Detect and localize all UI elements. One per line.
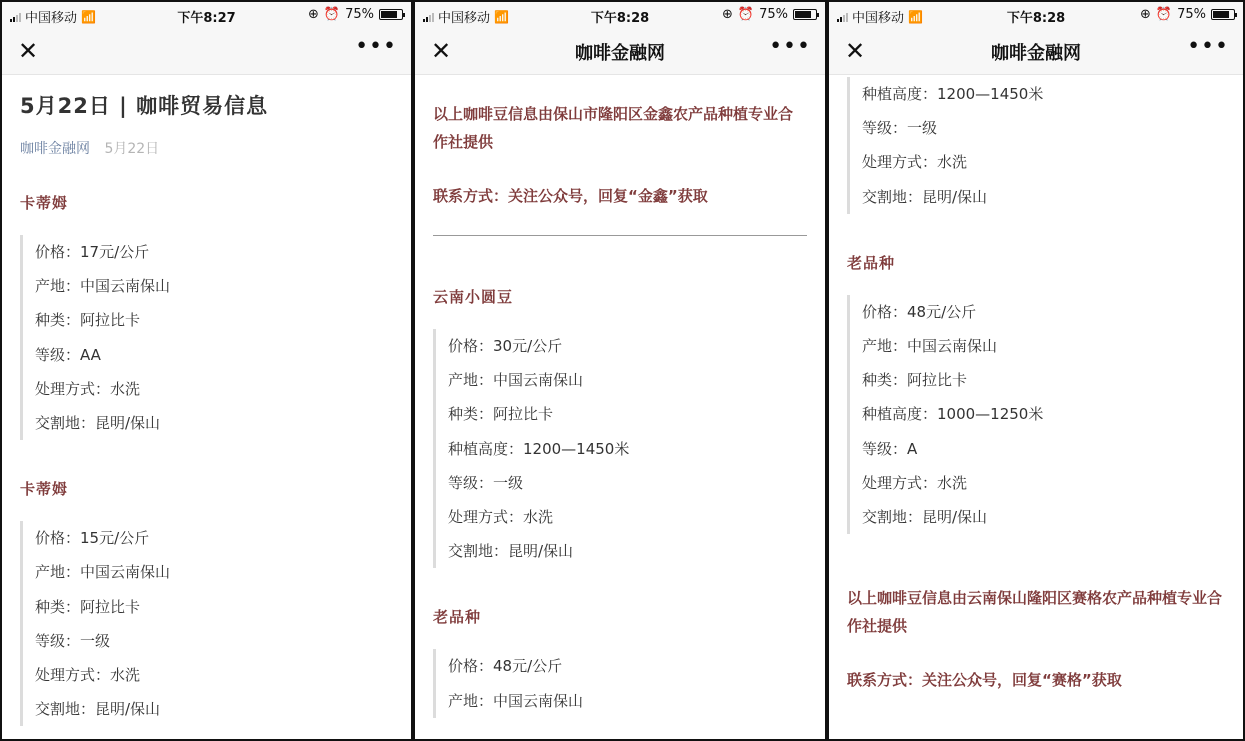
info-line: 交割地：昆明/保山: [448, 542, 574, 561]
battery-icon: [793, 9, 817, 20]
orientation-lock-icon: ⊕: [308, 7, 319, 22]
alarm-icon: ⏰: [737, 7, 755, 22]
status-bar: [415, 2, 825, 28]
info-line: 产地：中国云南保山: [35, 277, 171, 296]
close-icon[interactable]: ✕: [845, 37, 866, 65]
article-title: 5月22日 | 咖啡贸易信息: [20, 94, 269, 118]
source-note: 以上咖啡豆信息由云南保山隆阳区赛格农产品种植专业合作社提供: [847, 589, 1223, 636]
alarm-icon: ⏰: [323, 7, 341, 22]
status-time: 下午8:28: [1006, 11, 1066, 26]
status-time: 下午8:28: [590, 11, 650, 26]
close-icon[interactable]: ✕: [431, 37, 452, 65]
info-line: 产地：中国云南保山: [448, 691, 584, 710]
orientation-lock-icon: ⊕: [1140, 7, 1151, 22]
carrier-label: 中国移动: [25, 11, 78, 26]
info-block: [847, 295, 1225, 534]
nav-title: 咖啡金融网: [575, 43, 665, 64]
status-bar: [829, 2, 1243, 28]
phone-screen-2: [413, 0, 827, 741]
carrier-label: 中国移动: [438, 11, 491, 26]
nav-title: 咖啡金融网: [991, 43, 1081, 64]
info-block: [847, 77, 1225, 214]
article-content[interactable]: [415, 74, 825, 739]
wifi-icon: 📶: [908, 9, 923, 24]
phone-screen-1: [0, 0, 413, 741]
info-line: 产地：中国云南保山: [448, 371, 584, 390]
info-line: 处理方式：水洗: [35, 379, 141, 398]
publish-date: 5月22日: [104, 141, 160, 157]
more-icon[interactable]: •••: [355, 34, 397, 59]
info-line: 价格：17元/公斤: [35, 243, 150, 261]
info-line: 价格：48元/公斤: [862, 302, 977, 321]
source-note: 以上咖啡豆信息由保山市隆阳区金鑫农产品种植专业合作社提供: [433, 105, 794, 151]
info-line: 处理方式：水洗: [862, 473, 968, 492]
battery-label: 75%: [759, 7, 788, 22]
info-line: 处理方式：水洗: [862, 153, 968, 172]
contact-note: 联系方式：关注公众号，回复“赛格”获取: [847, 671, 1122, 690]
section-heading: 老品种: [433, 608, 482, 627]
info-line: 种植高度：1200—1450米: [448, 439, 630, 458]
info-line: 价格：30元/公斤: [448, 337, 563, 355]
nav-bar: [415, 28, 825, 75]
phone-screen-3: [827, 0, 1245, 741]
info-line: 价格：48元/公斤: [448, 657, 563, 676]
alarm-icon: ⏰: [1155, 7, 1173, 22]
info-line: 等级：AA: [35, 345, 101, 364]
info-line: 产地：中国云南保山: [35, 563, 171, 582]
author-link[interactable]: 咖啡金融网: [20, 141, 90, 157]
battery-icon: [1211, 9, 1235, 20]
battery-label: 75%: [1177, 7, 1206, 22]
info-line: 种类：阿拉比卡: [35, 311, 141, 330]
section-heading: 云南小圆豆: [433, 288, 514, 306]
info-block: [20, 521, 393, 726]
info-line: 交割地：昆明/保山: [862, 507, 988, 526]
info-block: [433, 329, 807, 568]
info-line: 处理方式：水洗: [448, 507, 554, 526]
info-line: 等级：A: [862, 439, 918, 458]
nav-bar: [2, 28, 411, 75]
info-line: 等级：一级: [35, 631, 111, 650]
nav-bar: [829, 28, 1243, 75]
wifi-icon: 📶: [494, 9, 509, 24]
info-line: 种类：阿拉比卡: [448, 405, 554, 424]
status-time: 下午8:27: [177, 11, 236, 26]
section-heading: 老品种: [847, 253, 896, 272]
article-content[interactable]: [2, 74, 411, 739]
info-line: 等级：一级: [448, 473, 524, 492]
orientation-lock-icon: ⊕: [722, 7, 733, 22]
info-line: 种植高度：1000—1250米: [862, 405, 1044, 424]
article-meta: [20, 138, 393, 158]
more-icon[interactable]: •••: [1187, 34, 1229, 59]
article-content[interactable]: [829, 74, 1243, 739]
info-line: 种类：阿拉比卡: [35, 597, 141, 616]
info-block: [433, 649, 807, 717]
info-line: 交割地：昆明/保山: [35, 700, 161, 719]
battery-label: 75%: [345, 7, 374, 22]
info-line: 价格：15元/公斤: [35, 529, 150, 548]
info-line: 交割地：昆明/保山: [35, 413, 161, 432]
status-bar: [2, 2, 411, 28]
wifi-icon: 📶: [81, 9, 96, 24]
info-line: 处理方式：水洗: [35, 665, 141, 684]
info-line: 交割地：昆明/保山: [862, 187, 988, 206]
contact-note: 联系方式：关注公众号，回复“金鑫”获取: [433, 187, 708, 205]
battery-icon: [379, 9, 403, 20]
more-icon[interactable]: •••: [769, 34, 811, 59]
info-line: 种植高度：1200—1450米: [862, 85, 1044, 103]
info-line: 种类：阿拉比卡: [862, 371, 968, 390]
section-heading: 卡蒂姆: [20, 194, 69, 212]
close-icon[interactable]: ✕: [18, 37, 39, 65]
info-line: 等级：一级: [862, 119, 938, 138]
info-block: [20, 235, 393, 440]
carrier-label: 中国移动: [852, 11, 905, 26]
info-line: 产地：中国云南保山: [862, 336, 998, 355]
section-heading: 卡蒂姆: [20, 480, 69, 499]
